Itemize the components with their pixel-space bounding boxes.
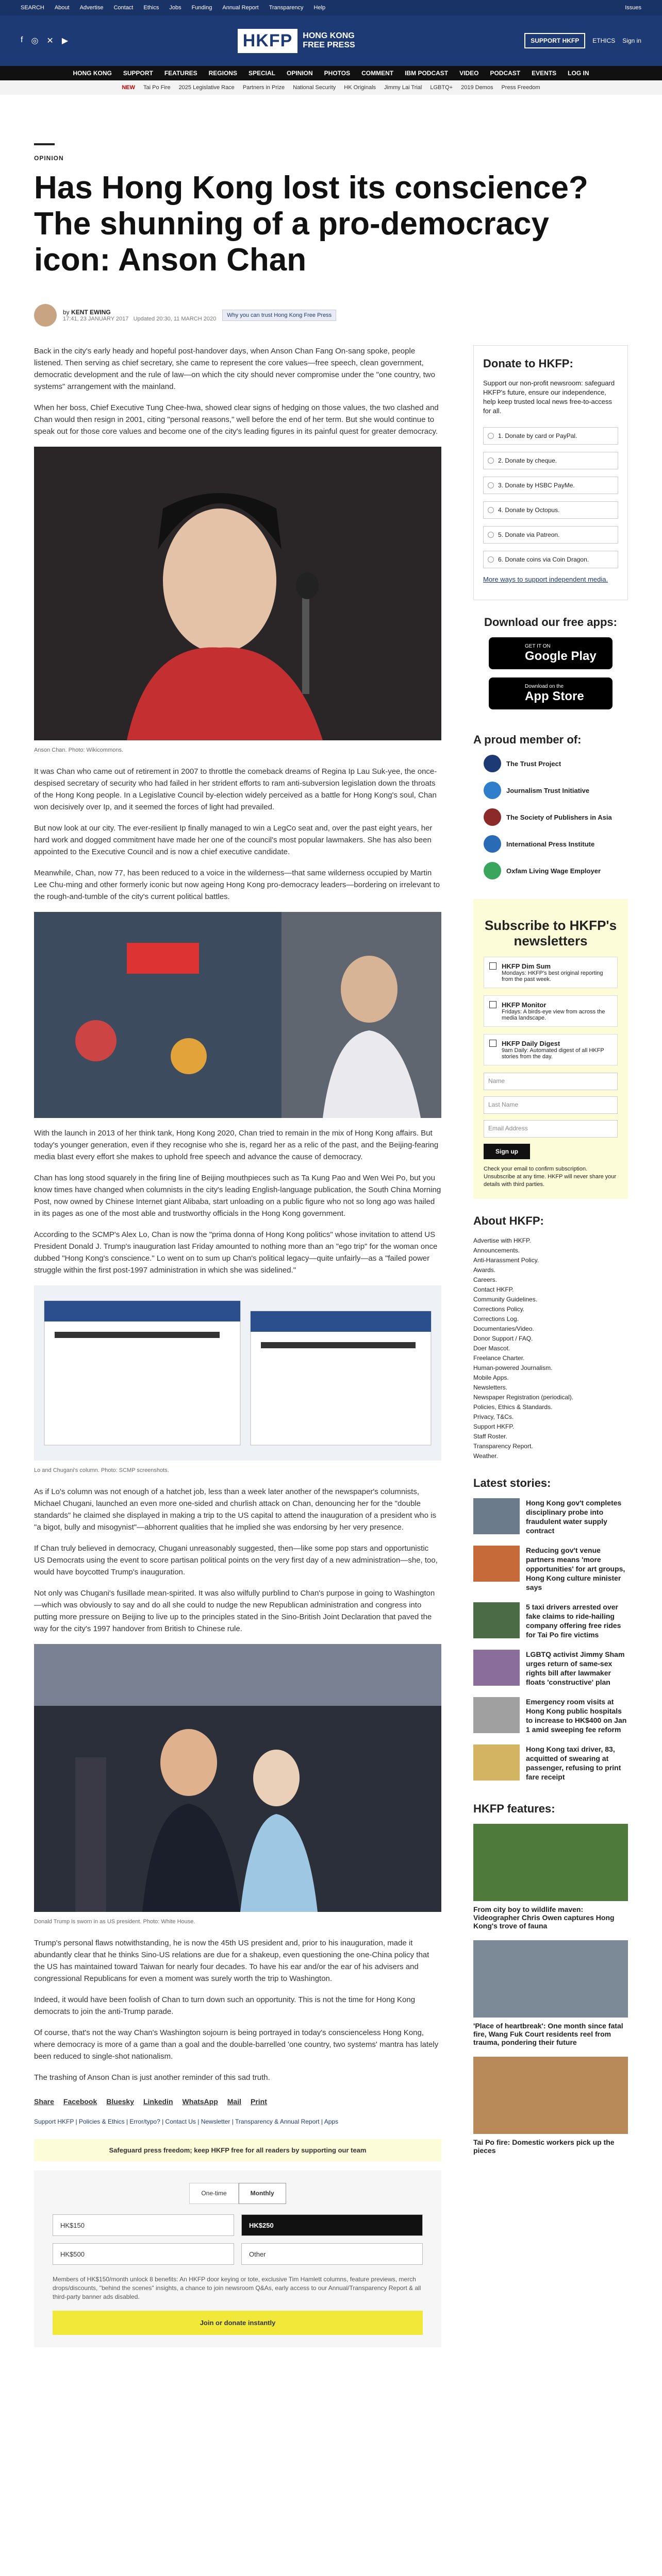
- story-title[interactable]: Hong Kong taxi driver, 83, acquitted of swearing at passenger, refusing to print fare receipt: [526, 1745, 621, 1781]
- advertise-link[interactable]: Advertise: [79, 5, 104, 11]
- about-link[interactable]: Announcements.: [473, 1247, 520, 1254]
- latest-story[interactable]: [473, 1744, 628, 1782]
- issues-link[interactable]: Issues: [625, 5, 641, 11]
- feature-image[interactable]: [473, 1824, 628, 1901]
- paragraph: Of course, that's not the way Chan's Washington sojourn is being portrayed in today's conscienceless Hong Kong, where democracy is more of a game than a goal and the double-barrelled 'one country, two systems' mantra has lately been reduced to single-shot nationalism.: [34, 2028, 439, 2061]
- subnav-item[interactable]: Jimmy Lai Trial: [384, 84, 422, 91]
- feature-story[interactable]: [473, 1824, 628, 1930]
- photo-caption: Anson Chan. Photo: Wikicommons.: [34, 747, 124, 753]
- feature-image[interactable]: [473, 2057, 628, 2134]
- donate-title: Donate to HKFP:: [483, 357, 573, 370]
- monthly-toggle[interactable]: Monthly: [239, 2183, 286, 2204]
- donate-option[interactable]: [483, 501, 618, 519]
- paragraph: Not only was Chugani's fusillade mean-spirited. It was also wilfully purblind to Chan's purpose in going to Washington—which was obviously to say and do all she could to nudge the new Republican administration and congress into putting more pressure on Beijing to live up to the principles stated in the Sino-British Joint Declaration that paved the way for the city's 1997 handover from British to Chinese rule.: [34, 1589, 435, 1633]
- article-body: [34, 345, 441, 2347]
- latest-title: Latest stories:: [473, 1477, 551, 1489]
- about-link[interactable]: About: [54, 5, 70, 11]
- story-thumbnail[interactable]: [473, 1602, 520, 1638]
- about-link[interactable]: Newsletters.: [473, 1384, 508, 1391]
- about-link[interactable]: Staff Roster.: [473, 1433, 507, 1440]
- member-badge[interactable]: [484, 862, 628, 879]
- radio-icon[interactable]: [488, 457, 494, 464]
- member-name: The Society of Publishers in Asia: [506, 813, 612, 821]
- help-link[interactable]: Help: [313, 5, 326, 11]
- gp-label: Google Play: [525, 649, 597, 663]
- donate-option-label: 3. Donate by HSBC PayMe.: [498, 482, 575, 489]
- amount-option-selected[interactable]: HK$250: [241, 2214, 423, 2236]
- share-link[interactable]: Mail: [227, 2097, 241, 2106]
- more-ways-link[interactable]: More ways to support independent media.: [483, 575, 608, 583]
- youtube-icon[interactable]: ▶: [61, 37, 69, 45]
- about-link[interactable]: Careers.: [473, 1276, 498, 1283]
- nav-item[interactable]: HONG KONG: [73, 70, 112, 77]
- updated-date: Updated 20:30, 11 MARCH 2020: [133, 316, 217, 322]
- paragraph: The trashing of Anson Chan is just another reminder of this sad truth.: [34, 2073, 270, 2082]
- newsletter-option[interactable]: [484, 995, 618, 1027]
- member-logo-icon: [484, 755, 501, 772]
- donate-option[interactable]: [483, 551, 618, 568]
- nav-item[interactable]: OPINION: [286, 70, 313, 77]
- checkbox-icon[interactable]: [489, 962, 496, 970]
- feature-story[interactable]: [473, 2057, 628, 2155]
- subnav-item[interactable]: Partners in Prize: [242, 84, 285, 91]
- publish-date: 17:41, 23 JANUARY 2017: [63, 316, 129, 322]
- subnav-item[interactable]: LGBTQ+: [430, 84, 453, 91]
- subnav-item[interactable]: 2019 Demos: [461, 84, 493, 91]
- about-link[interactable]: Corrections Policy.: [473, 1306, 525, 1313]
- join-donate-button[interactable]: Join or donate instantly: [53, 2311, 423, 2335]
- feature-image[interactable]: [473, 1940, 628, 2018]
- annual-report-link[interactable]: Annual Report: [222, 5, 259, 11]
- x-icon[interactable]: ✕: [46, 37, 54, 45]
- nl-desc: 9am Daily: Automated digest of all HKFP stories from the day.: [502, 1047, 604, 1060]
- feature-story[interactable]: [473, 1940, 628, 2046]
- as-small: Download on the: [525, 683, 564, 689]
- photo-portrait: [34, 447, 441, 740]
- instagram-icon[interactable]: ◎: [31, 37, 39, 45]
- as-label: App Store: [525, 689, 584, 703]
- paragraph: With the launch in 2013 of her think tank, Hong Kong 2020, Chan tried to remain in the mix of Hong Kong affairs. But today's younger generation, even if they recognise who she is, regard her as a relic of the past, and the Beijing-fearing media blast every effort she makes to uphold free speech and advance the cause of democracy.: [34, 1129, 439, 1161]
- member-name: International Press Institute: [506, 840, 595, 848]
- donate-option[interactable]: [483, 427, 618, 445]
- nav-item[interactable]: PHOTOS: [324, 70, 351, 77]
- checkbox-icon[interactable]: [489, 1001, 496, 1008]
- radio-icon[interactable]: [488, 556, 494, 563]
- latest-story[interactable]: [473, 1546, 628, 1592]
- story-title[interactable]: LGBTQ activist Jimmy Sham urges return of same-sex rights bill after lawmaker floats 'constructive' plan: [526, 1650, 625, 1686]
- site-header: [0, 15, 662, 66]
- share-link[interactable]: Facebook: [63, 2097, 97, 2106]
- newsletter-option[interactable]: [484, 957, 618, 988]
- newsletter-note: Check your email to confirm subscription. Unsubscribe at any time. HKFP will never share your details with third parties.: [484, 1166, 617, 1188]
- about-link[interactable]: Freelance Charter.: [473, 1354, 525, 1362]
- member-badge[interactable]: [484, 835, 628, 853]
- paragraph: Trump's personal flaws notwithstanding, he is now the 45th US president and, prior to his inauguration, made it abundantly clear that he thinks Sino-US relations are due for a shakeup, even questioning the one-China policy that the US has maintained toward Taiwan for nearly four decades. To have his ear and/or the ear of his advisers and congressional Republicans for even a moment was surely worth the trip to Washington.: [34, 1939, 429, 1983]
- about-link[interactable]: Newspaper Registration (periodical).: [473, 1394, 574, 1401]
- nl-desc: Fridays: A birds-eye view from across the media landscape.: [502, 1009, 605, 1021]
- about-link[interactable]: Weather.: [473, 1452, 498, 1460]
- story-thumbnail[interactable]: [473, 1546, 520, 1582]
- photo-protest: [34, 912, 441, 1118]
- about-link[interactable]: Documentaries/Video.: [473, 1325, 534, 1332]
- new-badge: NEW: [122, 84, 135, 91]
- about-list: [473, 1236, 628, 1461]
- paragraph: Back in the city's early heady and hopeful post-handover days, when Anson Chan Fang On-sang spoke, people listened. Then serving as chief secretary, she came to represent the core values—free speech, clean government, democratic development and the rule of law—on which the city should never compromise under the "one country, two systems" arrangement with the mainland.: [34, 347, 435, 391]
- sidebar: [473, 345, 628, 2165]
- email-input[interactable]: Email Address: [484, 1120, 618, 1138]
- about-link[interactable]: Doer Mascot.: [473, 1345, 510, 1352]
- paragraph: It was Chan who came out of retirement in 2007 to throttle the comeback dreams of Regina Ip Lau Suk-yee, the once-despised secretary of security who had failed in her strident efforts to ram anti-subversion legislation down the throats of the Hong Kong people. In a Legislative Council by-election widely perceived as a battle for Hong Kong's soul, Chan won decisively over Ip, and it seemed the forces of light had prevailed.: [34, 767, 437, 811]
- safeguard-banner: Safeguard press freedom; keep HKFP free for all readers by supporting our team: [34, 2139, 441, 2161]
- photo-screenshots: [34, 1285, 441, 1461]
- jobs-link[interactable]: Jobs: [169, 5, 181, 11]
- about-link[interactable]: Community Guidelines.: [473, 1296, 538, 1303]
- paragraph: Indeed, it would have been foolish of Chan to turn down such an opportunity. This is not the time for Hong Kong democrats to join the anti-Trump parade.: [34, 1995, 416, 2016]
- share-link[interactable]: Linkedin: [143, 2097, 173, 2106]
- member-title: A proud member of:: [473, 733, 582, 746]
- story-thumbnail[interactable]: [473, 1744, 520, 1781]
- logo-name-1: HONG KONG: [303, 31, 355, 40]
- latest-story[interactable]: [473, 1498, 628, 1535]
- radio-icon[interactable]: [488, 482, 494, 488]
- funding-link[interactable]: Funding: [191, 5, 212, 11]
- features-title: HKFP features:: [473, 1802, 555, 1815]
- feature-title[interactable]: From city boy to wildlife maven: Videographer Chris Owen captures Hong Kong's trove of fauna: [473, 1905, 615, 1930]
- donate-box: [473, 345, 628, 600]
- paragraph: As if Lo's column was not enough of a hatchet job, less than a week later another of the newspaper's columnists, Michael Chugani, launched an even more one-sided and churlish attack on Chan, denouncing her for the "double standards" he claimed she displayed in making a trip to the US capital to attend the inauguration of a president who is "a bigot, bully and misogynist"—abhorrent qualities that he implied she was endorsing by her very presence.: [34, 1487, 436, 1532]
- nav-item[interactable]: COMMENT: [361, 70, 394, 77]
- newsletter-title: Subscribe to HKFP's newsletters: [484, 918, 617, 948]
- nl-title: HKFP Daily Digest: [502, 1040, 560, 1047]
- share-link[interactable]: WhatsApp: [182, 2097, 218, 2106]
- member-name: The Trust Project: [506, 759, 561, 768]
- subnav-item[interactable]: HK Originals: [344, 84, 376, 91]
- contact-link[interactable]: Contact: [113, 5, 134, 11]
- paragraph: Chan has long stood squarely in the firing line of Beijing mouthpieces such as Ta Kung Pao and Wen Wei Po, but you know times have changed when columnists in the city's leading English-language publication, the South China Morning Post, now owned by Chinese Internet giant Alibaba, start unloading on a public figure who not so long ago was hailed in its pages as one of the most able and trustworthy officials in the Hong Kong government.: [34, 1174, 441, 1218]
- apps-title: Download our free apps:: [484, 616, 617, 629]
- amount-option[interactable]: HK$500: [53, 2243, 234, 2265]
- donate-option-label: 2. Donate by cheque.: [498, 457, 557, 464]
- paragraph: If Chan truly believed in democracy, Chugani unreasonably suggested, then—like some pop stars and opportunistic US Democrats using the event to score partisan political points on the very first day of a new administration—she, too, would have boycotted Trump's inauguration.: [34, 1544, 438, 1577]
- member-logo-icon: [484, 835, 501, 853]
- story-title[interactable]: Hong Kong gov't completes disciplinary probe into fraudulent water supply contract: [526, 1499, 622, 1535]
- paragraph: According to the SCMP's Alex Lo, Chan is now the "prima donna of Hong Kong politics" whose invitation to attend US President Donald J. Trump's inauguration last Friday amounted to nothing more than an "ego trip" for the woman once dubbed "Hong Kong's conscience." Lo went on to sum up Chan's political legacy—quite unfairly—as a "failed power struggle within the first post-1997 administration in which she was sidelined.": [34, 1230, 438, 1275]
- nav-item[interactable]: IBM PODCAST: [405, 70, 449, 77]
- footer-links[interactable]: Support HKFP | Policies & Ethics | Error/typo? | Contact Us | Newsletter | Transparency & Annual Report | Apps: [34, 2118, 339, 2125]
- about-link[interactable]: Contact HKFP.: [473, 1286, 514, 1293]
- donate-option-label: 4. Donate by Octopus.: [498, 506, 560, 514]
- member-name: Oxfam Living Wage Employer: [506, 867, 601, 875]
- article-category[interactable]: OPINION: [34, 155, 64, 162]
- share-link[interactable]: Print: [251, 2097, 267, 2106]
- nl-desc: Mondays: HKFP's best original reporting from the past week.: [502, 970, 603, 982]
- facebook-icon[interactable]: f: [21, 36, 23, 44]
- about-link[interactable]: Privacy, T&Cs.: [473, 1413, 514, 1420]
- nav-item[interactable]: LOG IN: [568, 70, 589, 77]
- photo-scmp-screens: [34, 1285, 441, 1461]
- nav-item[interactable]: FEATURES: [164, 70, 197, 77]
- about-link[interactable]: Awards.: [473, 1266, 496, 1274]
- member-logo-icon: [484, 862, 501, 879]
- radio-icon[interactable]: [488, 433, 494, 439]
- app-store-badge[interactable]: [489, 677, 613, 709]
- google-play-badge[interactable]: [489, 637, 613, 669]
- top-utility-bar: [0, 0, 662, 15]
- search-link[interactable]: SEARCH: [21, 5, 44, 11]
- article-meta: [34, 304, 336, 327]
- share-link[interactable]: Bluesky: [106, 2097, 134, 2106]
- share-bar: [34, 2096, 441, 2108]
- nav-item[interactable]: REGIONS: [208, 70, 237, 77]
- subnav-item[interactable]: National Security: [293, 84, 336, 91]
- story-thumbnail[interactable]: [473, 1498, 520, 1534]
- main-nav: [0, 66, 662, 80]
- about-link[interactable]: Transparency Report.: [473, 1443, 533, 1450]
- nav-item[interactable]: VIDEO: [459, 70, 479, 77]
- feature-title[interactable]: 'Place of heartbreak': One month since fatal fire, Wang Fuk Court residents reel from trauma, pondering their future: [473, 2022, 623, 2046]
- radio-icon[interactable]: [488, 532, 494, 538]
- photo-caption: Donald Trump is sworn in as US president. Photo: White House.: [34, 1919, 195, 1925]
- donate-option[interactable]: [483, 526, 618, 544]
- transparency-link[interactable]: Transparency: [269, 5, 304, 11]
- photo-anson-chan: [34, 447, 441, 740]
- one-time-toggle[interactable]: One-time: [189, 2183, 238, 2204]
- member-badge[interactable]: [484, 782, 628, 799]
- story-title[interactable]: Reducing gov't venue partners means 'more opportunities' for art groups, Hong Kong culture minister says: [526, 1546, 625, 1591]
- newsletter-option[interactable]: [484, 1034, 618, 1065]
- donate-option[interactable]: [483, 452, 618, 469]
- latest-story[interactable]: [473, 1602, 628, 1639]
- name-input[interactable]: Name: [484, 1073, 618, 1090]
- subnav-item[interactable]: Press Freedom: [501, 84, 540, 91]
- photo-trump-sworn: [34, 1644, 441, 1912]
- nl-title: HKFP Monitor: [502, 1001, 547, 1009]
- about-link[interactable]: Corrections Log.: [473, 1315, 519, 1323]
- about-link[interactable]: Policies, Ethics & Standards.: [473, 1403, 553, 1411]
- photo-caption: Lo and Chugani's column. Photo: SCMP screenshots.: [34, 1467, 169, 1473]
- article-title: Has Hong Kong lost its conscience? The shunning of a pro-democracy icon: Anson Chan: [34, 170, 588, 278]
- story-title[interactable]: 5 taxi drivers arrested over fake claims to ride-hailing company offering free rides for Tai Po fire victims: [526, 1603, 621, 1639]
- subnav-item[interactable]: Tai Po Fire: [143, 84, 171, 91]
- about-title: About HKFP:: [473, 1214, 544, 1227]
- subnav-item[interactable]: 2025 Legislative Race: [178, 84, 235, 91]
- nl-title: HKFP Dim Sum: [502, 962, 551, 970]
- latest-story[interactable]: [473, 1650, 628, 1687]
- paragraph: But now look at our city. The ever-resilient Ip finally managed to win a LegCo seat and, over the past eight years, her hard work and dogged commitment have made her one of the council's most popular lawmakers. She has also been appointed to the Executive Council and is now a chief executive candidate.: [34, 824, 433, 856]
- ethics-link[interactable]: Ethics: [143, 5, 159, 11]
- about-link[interactable]: Donor Support / FAQ.: [473, 1335, 533, 1342]
- share-link[interactable]: Share: [34, 2097, 54, 2106]
- donate-option-label: 6. Donate coins via Coin Dragon.: [498, 556, 589, 563]
- last-name-input[interactable]: Last Name: [484, 1096, 618, 1114]
- about-link[interactable]: Human-powered Journalism.: [473, 1364, 553, 1371]
- membership-note: Members of HK$150/month unlock 8 benefits: An HKFP door keying or tote, exclusive Tim Hamlett columns, feature previews, merch drops/discounts, "behind the scenes" insights, a chance to join newsroom Q&As, early access to our Annual/Transparency Report & all third-party banner ads disabled.: [53, 2276, 421, 2300]
- paragraph: When her boss, Chief Executive Tung Chee-hwa, showed clear signs of hedging on those values, the two clashed and Chan would then resign in 2001, citing "personal reasons," well before the end of her term. But she would continue to speak out for those core values and become one of the city's leading figures in its painful quest for greater democracy.: [34, 403, 439, 436]
- nav-item[interactable]: SUPPORT: [123, 70, 153, 77]
- member-badge[interactable]: [484, 755, 628, 772]
- nav-item[interactable]: PODCAST: [490, 70, 521, 77]
- paragraph: Meanwhile, Chan, now 77, has been reduced to a voice in the wilderness—that same wilderness occupied by Martin Lee Chu-ming and other formerly iconic but now ageing Hong Kong pro-democracy leaders—bordering on irrelevant to the rough-and-tumble of the city's current political battles.: [34, 869, 440, 901]
- checkbox-icon[interactable]: [489, 1040, 496, 1047]
- nav-item[interactable]: SPECIAL: [248, 70, 275, 77]
- author-name[interactable]: KENT EWING: [71, 309, 111, 316]
- nav-item[interactable]: EVENTS: [532, 70, 557, 77]
- story-thumbnail[interactable]: [473, 1697, 520, 1733]
- feature-title[interactable]: Tai Po fire: Domestic workers pick up the pieces: [473, 2138, 615, 2155]
- sub-nav: [0, 80, 662, 95]
- signup-button[interactable]: Sign up: [484, 1144, 530, 1159]
- story-title[interactable]: Emergency room visits at Hong Kong public hospitals to increase to HK$400 on Jan 1 amid sweeping fee reform: [526, 1698, 627, 1734]
- by-label: by: [63, 309, 70, 316]
- site-logo[interactable]: [238, 29, 355, 53]
- title-accent: [34, 143, 55, 145]
- amount-option[interactable]: HK$150: [53, 2214, 234, 2236]
- story-thumbnail[interactable]: [473, 1650, 520, 1686]
- about-link[interactable]: Advertise with HKFP.: [473, 1237, 531, 1244]
- about-link[interactable]: Mobile Apps.: [473, 1374, 509, 1381]
- latest-story[interactable]: [473, 1697, 628, 1734]
- member-logo-icon: [484, 782, 501, 799]
- photo-crowd: [34, 912, 441, 1118]
- radio-icon[interactable]: [488, 507, 494, 513]
- author-avatar: [34, 304, 57, 327]
- why-trust-button[interactable]: Why you can trust Hong Kong Free Press: [222, 310, 336, 321]
- member-name: Journalism Trust Initiative: [506, 786, 590, 794]
- ethics-header-link[interactable]: ETHICS: [592, 37, 616, 44]
- about-link[interactable]: Anti-Harassment Policy.: [473, 1257, 539, 1264]
- photo-inauguration: [34, 1644, 441, 1912]
- donate-text[interactable]: Support our non-profit newsroom: safeguard HKFP's future, ensure our independence, help keep trusted local news free-to-access for all.: [483, 379, 615, 415]
- gp-small: GET IT ON: [525, 643, 551, 649]
- support-hkfp-button[interactable]: SUPPORT HKFP: [524, 33, 585, 48]
- newsletter-box: [473, 899, 628, 1199]
- member-logo-icon: [484, 808, 501, 826]
- logo-name-2: FREE PRESS: [303, 41, 355, 49]
- donate-option-label: 1. Donate by card or PayPal.: [498, 432, 577, 439]
- donate-option-label: 5. Donate via Patreon.: [498, 531, 560, 538]
- donation-widget: [34, 2171, 441, 2347]
- amount-option-other[interactable]: Other: [241, 2243, 423, 2265]
- about-link[interactable]: Support HKFP.: [473, 1423, 515, 1430]
- signin-link[interactable]: Sign in: [622, 37, 641, 44]
- member-badge[interactable]: [484, 808, 628, 826]
- logo-mark: HKFP: [238, 29, 298, 53]
- donate-option[interactable]: [483, 477, 618, 494]
